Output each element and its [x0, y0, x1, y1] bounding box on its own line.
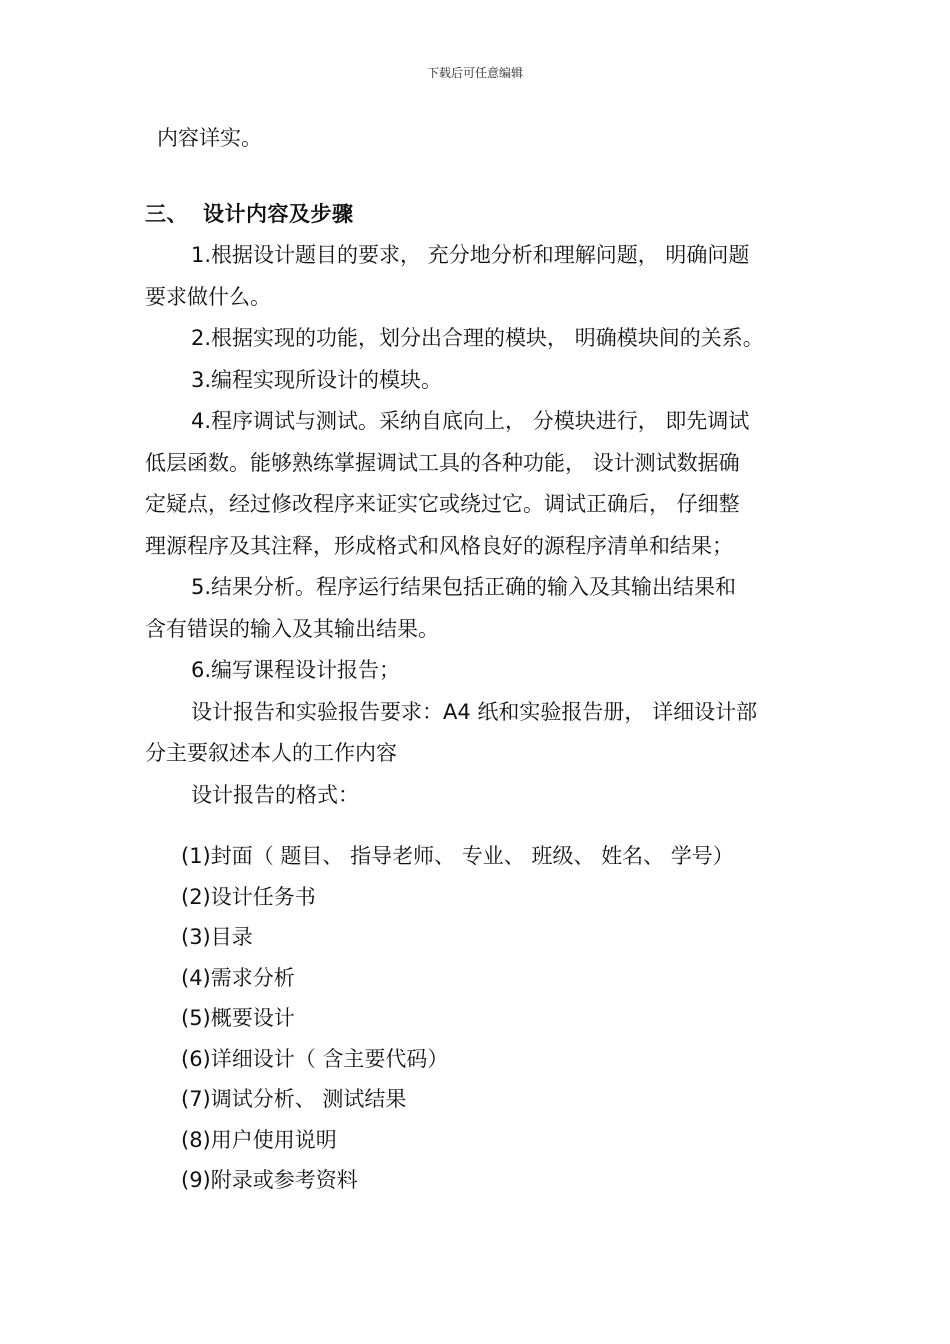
step-4-line-3: 定疑点，经过修改程序来证实它或绕过它。调试正确后， 仔细整	[145, 492, 740, 516]
step-1-line-1: 1.根据设计题目的要求， 充分地分析和理解问题， 明确问题	[191, 243, 750, 267]
step-3-line-1: 3.编程实现所设计的模块。	[191, 367, 443, 392]
format-item-7: (7)调试分析、 测试结果	[181, 1087, 407, 1111]
format-item-9: (9)附录或参考资料	[181, 1168, 358, 1192]
format-item-3: (3)目录	[181, 925, 253, 949]
format-item-8: (8)用户使用说明	[181, 1127, 337, 1152]
intro-text: 内容详实。	[157, 126, 262, 150]
format-list	[145, 836, 807, 1201]
step-5-line-2: 含有错误的输入及其输出结果。	[145, 616, 439, 641]
section-heading	[145, 194, 807, 236]
step-4-line-2: 低层函数。能够熟练掌握调试工具的各种功能， 设计测试数据确	[145, 450, 740, 475]
step-5-line-1: 5.结果分析。程序运行结果包括正确的输入及其输出结果和	[191, 575, 737, 599]
format-item-4: (4)需求分析	[181, 965, 295, 990]
report-requirement-line-1: 设计报告和实验报告要求：A4 纸和实验报告册， 详细设计部	[191, 699, 758, 724]
report-requirement-line-2: 分主要叙述本人的工作内容	[145, 741, 397, 765]
section-title: 设计内容及步骤	[203, 201, 354, 226]
section-number: 三、	[145, 201, 188, 226]
step-1-line-2: 要求做什么。	[145, 284, 271, 309]
page-header: 下载后可任意编辑	[426, 66, 523, 80]
step-4-line-1: 4.程序调试与测试。采纳自底向上， 分模块进行， 即先调试	[191, 409, 750, 433]
step-4-line-4: 理源程序及其注释，形成格式和风格良好的源程序清单和结果；	[145, 533, 733, 558]
step-1	[145, 235, 807, 318]
step-2	[145, 318, 807, 360]
format-item-1: (1)封面（ 题目、 指导老师、 专业、 班级、 姓名、 学号）	[181, 844, 734, 868]
step-3	[145, 360, 807, 402]
format-item-5: (5)概要设计	[181, 1006, 295, 1030]
step-4	[145, 401, 807, 567]
report-requirement	[145, 692, 807, 775]
format-item-2: (2)设计任务书	[181, 884, 316, 909]
step-6	[145, 650, 807, 692]
step-2-line-1: 2.根据实现的功能，划分出合理的模块， 明确模块间的关系。	[191, 326, 764, 350]
format-item-6: (6)详细设计（ 含主要代码）	[181, 1046, 449, 1071]
format-heading: 设计报告的格式：	[191, 782, 359, 807]
document-body	[145, 118, 807, 1201]
step-6-line-1: 6.编写课程设计报告；	[191, 658, 401, 682]
step-5	[145, 567, 807, 650]
